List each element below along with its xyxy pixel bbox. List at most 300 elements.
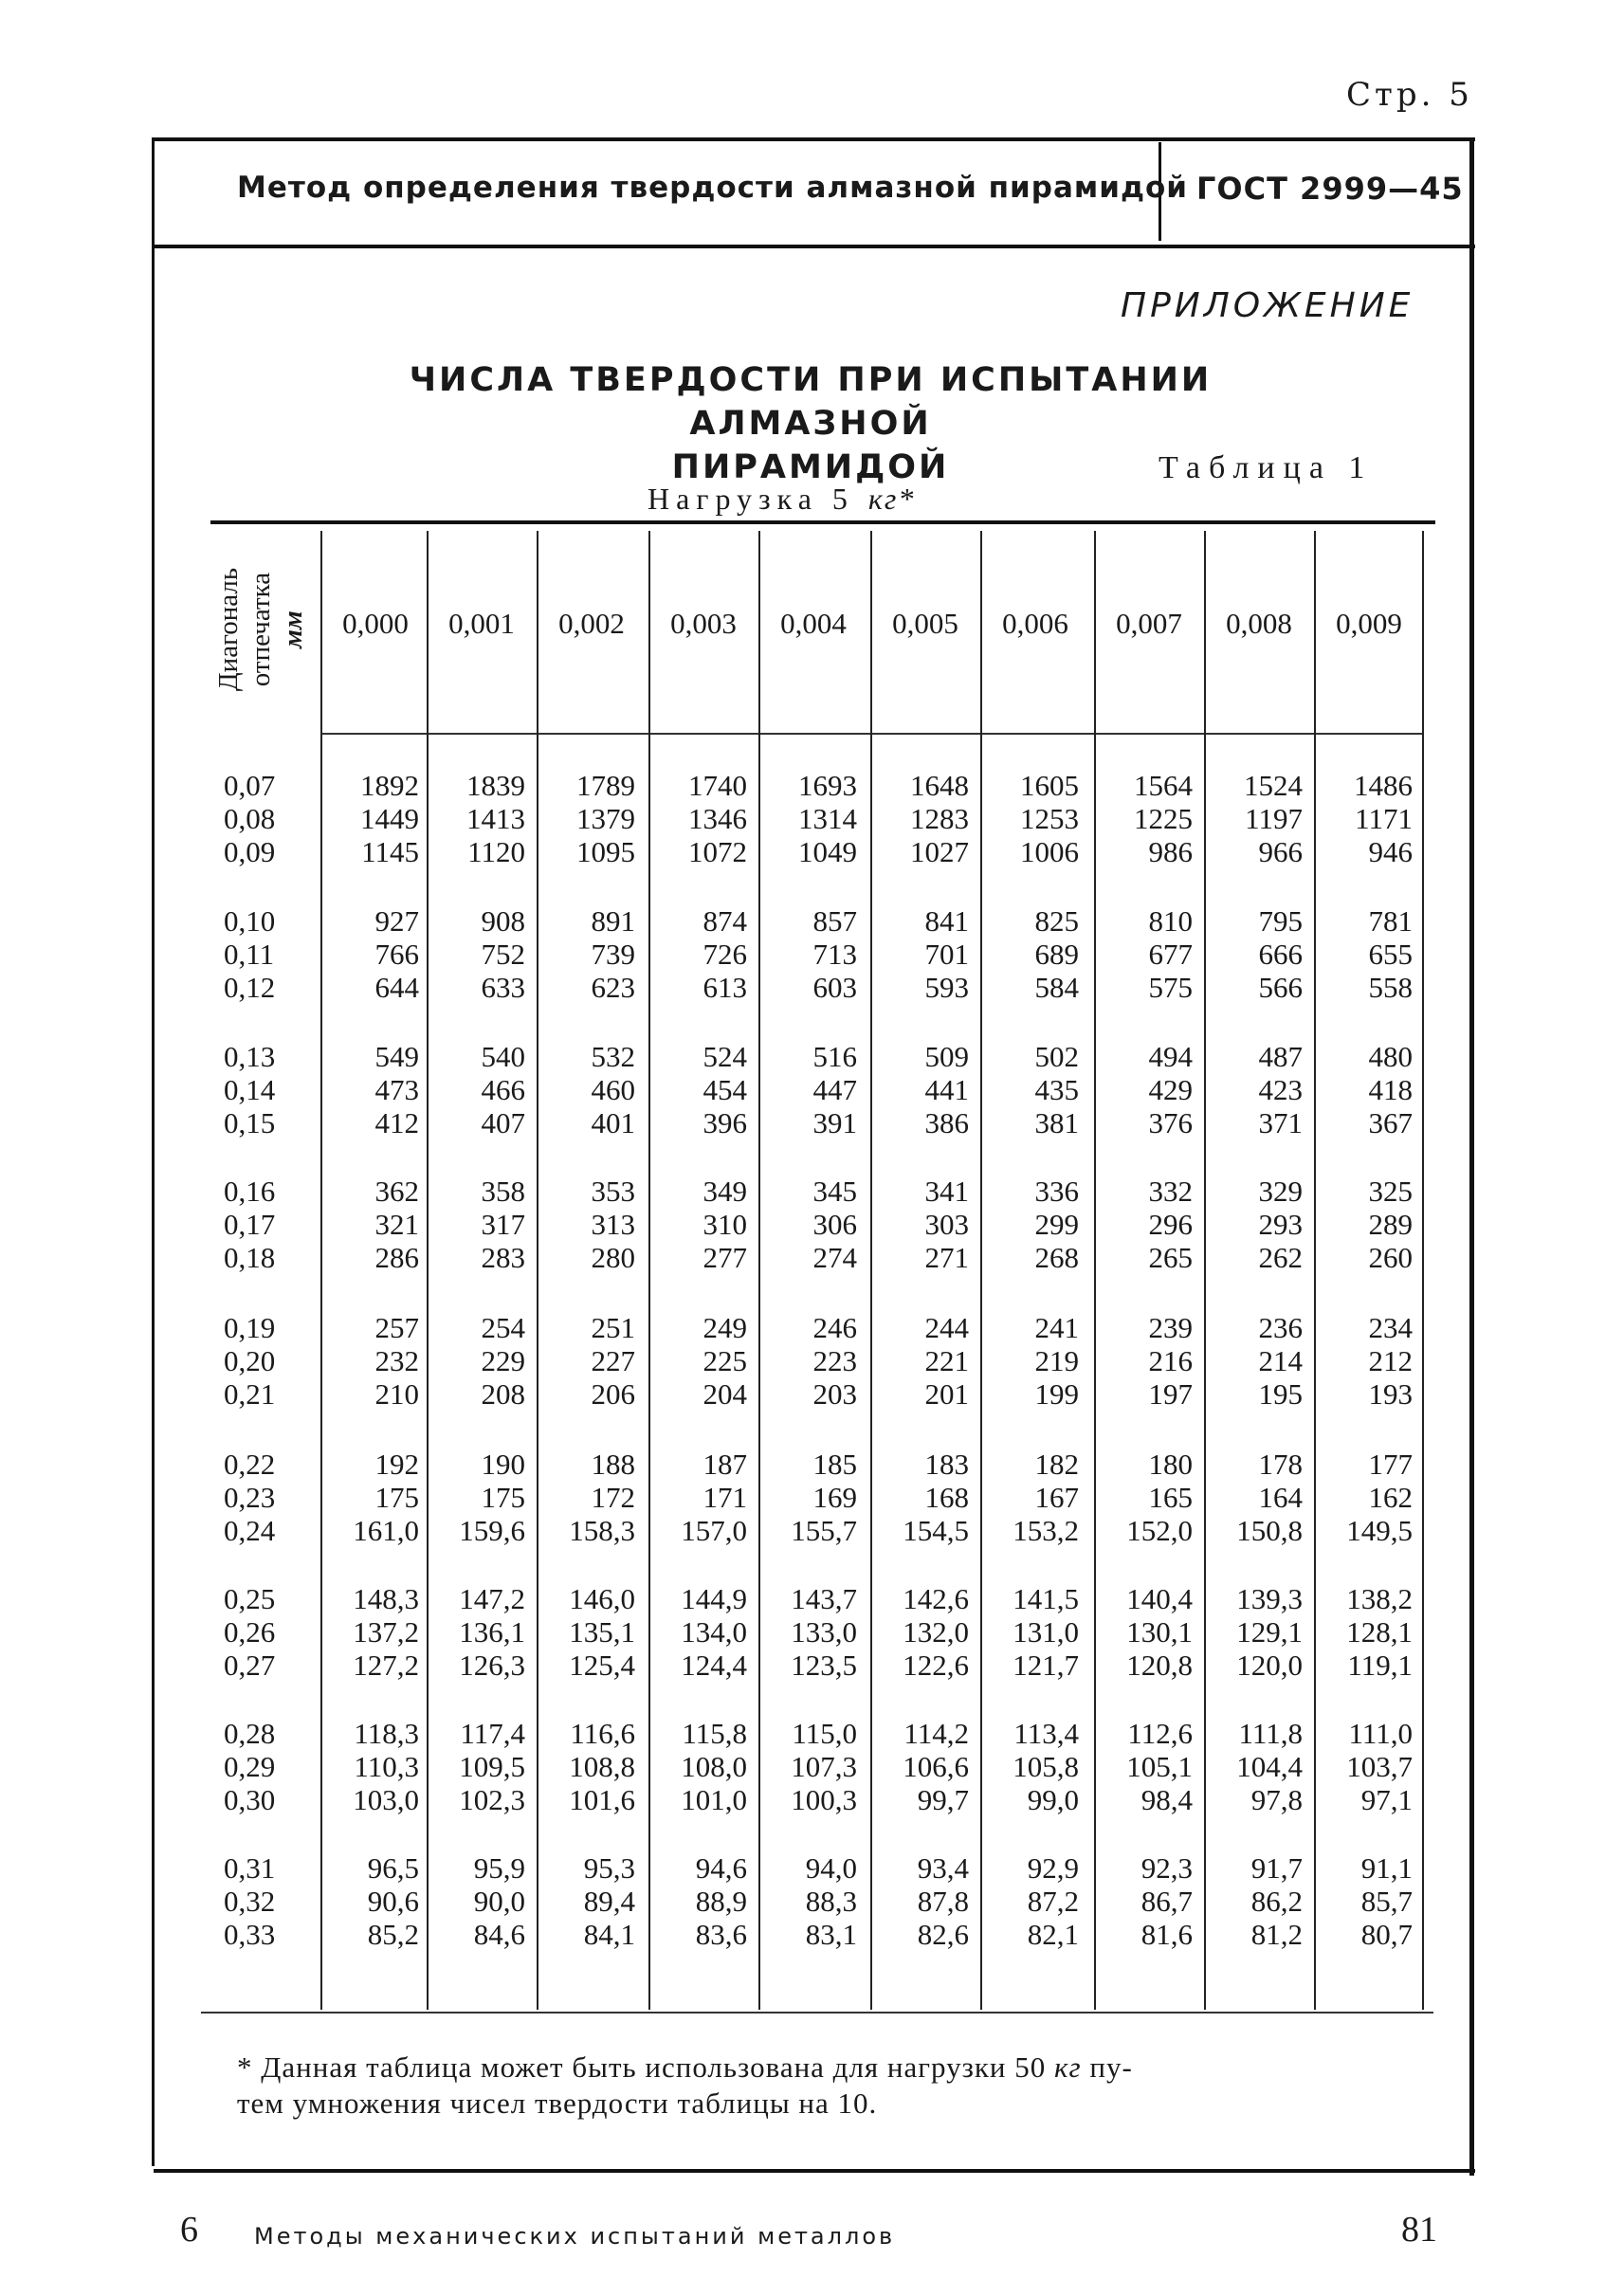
hardness-value: 122,6	[903, 1649, 969, 1682]
hardness-value: 473	[374, 1073, 419, 1106]
hardness-value: 162	[1368, 1481, 1413, 1514]
hardness-value: 183	[924, 1448, 969, 1481]
diagonal-header-line-2: отпечатка	[246, 572, 276, 687]
hardness-value: 946	[1368, 835, 1413, 868]
diagonal-value: 0,28	[224, 1717, 276, 1750]
hardness-value: 549	[374, 1040, 419, 1073]
hardness-value: 94,0	[805, 1851, 857, 1885]
hardness-value: 153,2	[1013, 1514, 1079, 1547]
hardness-value: 460	[591, 1073, 635, 1106]
column-header: 0,007	[1116, 607, 1182, 640]
hardness-value: 254	[481, 1311, 525, 1344]
hardness-value: 874	[703, 904, 747, 938]
load-prefix: Нагрузка 5	[648, 482, 854, 516]
hardness-value: 155,7	[791, 1514, 857, 1547]
hardness-value: 115,0	[792, 1717, 857, 1750]
hardness-value: 97,8	[1250, 1783, 1303, 1816]
hardness-value: 332	[1148, 1175, 1193, 1208]
hardness-value: 1253	[1020, 802, 1079, 835]
diagonal-value: 0,09	[224, 835, 276, 868]
hardness-value: 197	[1148, 1377, 1193, 1411]
table-top-rule	[210, 520, 1435, 524]
hardness-value: 271	[924, 1241, 969, 1274]
hardness-value: 766	[374, 938, 419, 971]
hardness-value: 603	[812, 971, 857, 1004]
header-bottom-rule	[154, 245, 1475, 248]
hardness-value: 257	[374, 1311, 419, 1344]
hardness-value: 154,5	[903, 1514, 969, 1547]
hardness-value: 1413	[466, 802, 525, 835]
hardness-value: 95,3	[583, 1851, 635, 1885]
hardness-value: 137,2	[353, 1615, 419, 1649]
footer-book-title: Методы механических испытаний металлов	[254, 2223, 896, 2250]
hardness-value: 524	[703, 1040, 747, 1073]
hardness-value: 143,7	[791, 1582, 857, 1615]
hardness-value: 96,5	[367, 1851, 419, 1885]
hardness-value: 201	[924, 1377, 969, 1411]
hardness-value: 133,0	[791, 1615, 857, 1649]
hardness-value: 412	[374, 1106, 419, 1139]
hardness-value: 203	[812, 1377, 857, 1411]
hardness-value: 165	[1148, 1481, 1193, 1514]
hardness-value: 161,0	[353, 1514, 419, 1547]
hardness-value: 1892	[360, 769, 419, 802]
diagonal-value: 0,19	[224, 1311, 276, 1344]
hardness-value: 317	[481, 1208, 525, 1241]
hardness-value: 193	[1368, 1377, 1413, 1411]
hardness-value: 386	[924, 1106, 969, 1139]
hardness-value: 262	[1258, 1241, 1303, 1274]
hardness-value: 623	[591, 971, 635, 1004]
hardness-value: 86,2	[1250, 1885, 1303, 1918]
hardness-value: 381	[1034, 1106, 1079, 1139]
hardness-value: 244	[924, 1311, 969, 1344]
hardness-value: 135,1	[569, 1615, 635, 1649]
hardness-value: 216	[1148, 1344, 1193, 1377]
hardness-value: 713	[812, 938, 857, 971]
hardness-value: 187	[703, 1448, 747, 1481]
footnote-unit: кг	[1054, 2050, 1082, 2084]
hardness-value: 336	[1034, 1175, 1079, 1208]
hardness-value: 110,3	[354, 1750, 419, 1783]
hardness-value: 391	[812, 1106, 857, 1139]
hardness-value: 130,1	[1126, 1615, 1193, 1649]
diagonal-value: 0,17	[224, 1208, 276, 1241]
hardness-value: 435	[1034, 1073, 1079, 1106]
hardness-value: 81,6	[1140, 1918, 1193, 1951]
hardness-value: 92,3	[1140, 1851, 1193, 1885]
hardness-value: 108,0	[681, 1750, 747, 1783]
hardness-value: 265	[1148, 1241, 1193, 1274]
hardness-value: 1197	[1245, 802, 1303, 835]
hardness-value: 87,2	[1027, 1885, 1079, 1918]
hardness-value: 182	[1034, 1448, 1079, 1481]
diagonal-value: 0,27	[224, 1649, 276, 1682]
hardness-value: 1027	[910, 835, 969, 868]
hardness-value: 229	[481, 1344, 525, 1377]
hardness-value: 190	[481, 1448, 525, 1481]
diagonal-value: 0,21	[224, 1377, 276, 1411]
hardness-value: 112,6	[1127, 1717, 1193, 1750]
hardness-value: 726	[703, 938, 747, 971]
hardness-value: 1379	[576, 802, 635, 835]
hardness-value: 441	[924, 1073, 969, 1106]
hardness-value: 219	[1034, 1344, 1079, 1377]
hardness-value: 91,7	[1250, 1851, 1303, 1885]
diagonal-value: 0,23	[224, 1481, 276, 1514]
hardness-value: 1095	[576, 835, 635, 868]
hardness-value: 88,3	[805, 1885, 857, 1918]
diagonal-value: 0,14	[224, 1073, 276, 1106]
diagonal-value: 0,22	[224, 1448, 276, 1481]
load-unit: кг*	[867, 482, 916, 516]
header-gost-number: ГОСТ 2999—45	[1196, 171, 1464, 207]
diagonal-value: 0,16	[224, 1175, 276, 1208]
hardness-value: 303	[924, 1208, 969, 1241]
hardness-value: 131,0	[1013, 1615, 1079, 1649]
diagonal-value: 0,30	[224, 1783, 276, 1816]
hardness-value: 795	[1258, 904, 1303, 938]
hardness-value: 225	[703, 1344, 747, 1377]
hardness-value: 120,8	[1126, 1649, 1193, 1682]
hardness-value: 644	[374, 971, 419, 1004]
hardness-value: 178	[1258, 1448, 1303, 1481]
hardness-value: 825	[1034, 904, 1079, 938]
diagonal-value: 0,13	[224, 1040, 276, 1073]
hardness-value: 106,6	[903, 1750, 969, 1783]
hardness-value: 150,8	[1236, 1514, 1303, 1547]
hardness-value: 157,0	[681, 1514, 747, 1547]
hardness-value: 280	[591, 1241, 635, 1274]
hardness-value: 141,5	[1013, 1582, 1079, 1615]
column-header: 0,000	[342, 607, 409, 640]
footnote-text-2: пу-	[1089, 2050, 1133, 2084]
hardness-value: 423	[1258, 1073, 1303, 1106]
hardness-value: 367	[1368, 1106, 1413, 1139]
hardness-value: 310	[703, 1208, 747, 1241]
hardness-value: 299	[1034, 1208, 1079, 1241]
hardness-value: 1145	[361, 835, 419, 868]
hardness-value: 132,0	[903, 1615, 969, 1649]
diagonal-header	[204, 531, 318, 728]
hardness-value: 593	[924, 971, 969, 1004]
diagonal-value: 0,20	[224, 1344, 276, 1377]
hardness-value: 118,3	[354, 1717, 419, 1750]
diagonal-value: 0,07	[224, 769, 276, 802]
diagonal-value: 0,18	[224, 1241, 276, 1274]
hardness-value: 1049	[798, 835, 857, 868]
hardness-value: 236	[1258, 1311, 1303, 1344]
hardness-value: 1225	[1134, 802, 1193, 835]
hardness-value: 101,0	[681, 1783, 747, 1816]
hardness-value: 283	[481, 1241, 525, 1274]
hardness-value: 147,2	[459, 1582, 525, 1615]
hardness-value: 100,3	[791, 1783, 857, 1816]
column-header: 0,006	[1002, 607, 1068, 640]
hardness-value: 371	[1258, 1106, 1303, 1139]
hardness-value: 927	[374, 904, 419, 938]
hardness-value: 103,7	[1346, 1750, 1413, 1783]
table-bottom-rule	[201, 2012, 1433, 2014]
hardness-value: 95,9	[473, 1851, 525, 1885]
hardness-value: 172	[591, 1481, 635, 1514]
footer-left-page-number: 6	[180, 2210, 198, 2250]
hardness-value: 148,3	[353, 1582, 419, 1615]
diagonal-value: 0,24	[224, 1514, 276, 1547]
hardness-value: 86,7	[1140, 1885, 1193, 1918]
diagonal-value: 0,12	[224, 971, 276, 1004]
diagonal-value: 0,32	[224, 1885, 276, 1918]
hardness-value: 127,2	[353, 1649, 419, 1682]
hardness-value: 362	[374, 1175, 419, 1208]
hardness-value: 249	[703, 1311, 747, 1344]
hardness-value: 329	[1258, 1175, 1303, 1208]
diagonal-header-unit: мм	[278, 610, 308, 648]
column-header: 0,003	[670, 607, 737, 640]
hardness-value: 268	[1034, 1241, 1079, 1274]
hardness-value: 185	[812, 1448, 857, 1481]
hardness-value: 1314	[798, 802, 857, 835]
hardness-value: 85,7	[1360, 1885, 1413, 1918]
hardness-value: 1449	[360, 802, 419, 835]
hardness-value: 566	[1258, 971, 1303, 1004]
column-header: 0,008	[1226, 607, 1292, 640]
hardness-value: 117,4	[460, 1717, 525, 1750]
hardness-value: 180	[1148, 1448, 1193, 1481]
hardness-value: 177	[1368, 1448, 1413, 1481]
hardness-value: 101,6	[569, 1783, 635, 1816]
hardness-value: 93,4	[917, 1851, 969, 1885]
table-header-rule	[322, 733, 1422, 735]
hardness-value: 841	[924, 904, 969, 938]
hardness-value: 986	[1148, 835, 1193, 868]
hardness-value: 1564	[1134, 769, 1193, 802]
hardness-value: 274	[812, 1241, 857, 1274]
hardness-value: 208	[481, 1377, 525, 1411]
hardness-value: 396	[703, 1106, 747, 1139]
hardness-value: 277	[703, 1241, 747, 1274]
hardness-value: 480	[1368, 1040, 1413, 1073]
hardness-value: 321	[374, 1208, 419, 1241]
diagonal-value: 0,26	[224, 1615, 276, 1649]
hardness-value: 111,8	[1238, 1717, 1303, 1750]
hardness-value: 1524	[1244, 769, 1303, 802]
hardness-value: 306	[812, 1208, 857, 1241]
hardness-value: 85,2	[367, 1918, 419, 1951]
hardness-value: 575	[1148, 971, 1193, 1004]
column-header: 0,002	[558, 607, 625, 640]
hardness-value: 126,3	[459, 1649, 525, 1682]
hardness-value: 633	[481, 971, 525, 1004]
hardness-value: 116,6	[570, 1717, 635, 1750]
column-header: 0,005	[892, 607, 958, 640]
hardness-value: 204	[703, 1377, 747, 1411]
hardness-value: 102,3	[459, 1783, 525, 1816]
hardness-value: 752	[481, 938, 525, 971]
hardness-value: 140,4	[1126, 1582, 1193, 1615]
hardness-value: 212	[1368, 1344, 1413, 1377]
hardness-value: 136,1	[459, 1615, 525, 1649]
hardness-value: 1346	[688, 802, 747, 835]
hardness-value: 296	[1148, 1208, 1193, 1241]
hardness-value: 214	[1258, 1344, 1303, 1377]
hardness-value: 509	[924, 1040, 969, 1073]
hardness-value: 99,0	[1027, 1783, 1079, 1816]
hardness-value: 349	[703, 1175, 747, 1208]
hardness-value: 171	[703, 1481, 747, 1514]
hardness-value: 81,2	[1250, 1918, 1303, 1951]
hardness-value: 223	[812, 1344, 857, 1377]
hardness-value: 891	[591, 904, 635, 938]
hardness-value: 120,0	[1236, 1649, 1303, 1682]
hardness-value: 152,0	[1126, 1514, 1193, 1547]
hardness-value: 251	[591, 1311, 635, 1344]
column-header: 0,004	[780, 607, 847, 640]
hardness-value: 1693	[798, 769, 857, 802]
hardness-value: 144,9	[681, 1582, 747, 1615]
diagonal-value: 0,10	[224, 904, 276, 938]
column-header: 0,001	[448, 607, 515, 640]
hardness-value: 90,0	[473, 1885, 525, 1918]
footnote-line-2: тем умножения чисел твердости таблицы на 10.	[237, 2086, 878, 2120]
hardness-value: 376	[1148, 1106, 1193, 1139]
hardness-value: 105,8	[1013, 1750, 1079, 1783]
hardness-value: 125,4	[569, 1649, 635, 1682]
hardness-value: 121,7	[1013, 1649, 1079, 1682]
hardness-value: 119,1	[1347, 1649, 1413, 1682]
hardness-value: 286	[374, 1241, 419, 1274]
footnote-line-1	[237, 2050, 1432, 2086]
hardness-value: 83,6	[695, 1918, 747, 1951]
hardness-value: 103,0	[353, 1783, 419, 1816]
hardness-value: 88,9	[695, 1885, 747, 1918]
hardness-value: 206	[591, 1377, 635, 1411]
hardness-value: 87,8	[917, 1885, 969, 1918]
header-method-title: Метод определения твердости алмазной пирамидой	[237, 171, 1189, 205]
hardness-value: 138,2	[1346, 1582, 1413, 1615]
hardness-value: 80,7	[1360, 1918, 1413, 1951]
hardness-value: 260	[1368, 1241, 1413, 1274]
diagonal-value: 0,29	[224, 1750, 276, 1783]
hardness-value: 666	[1258, 938, 1303, 971]
hardness-value: 84,6	[473, 1918, 525, 1951]
hardness-value: 84,1	[583, 1918, 635, 1951]
hardness-value: 494	[1148, 1040, 1193, 1073]
hardness-value: 1839	[466, 769, 525, 802]
hardness-value: 123,5	[791, 1649, 857, 1682]
hardness-value: 108,8	[569, 1750, 635, 1783]
hardness-value: 90,6	[367, 1885, 419, 1918]
hardness-value: 1072	[688, 835, 747, 868]
column-line	[1422, 531, 1424, 2010]
hardness-value: 1740	[688, 769, 747, 802]
hardness-value: 89,4	[583, 1885, 635, 1918]
column-header: 0,009	[1336, 607, 1402, 640]
hardness-value: 199	[1034, 1377, 1079, 1411]
hardness-value: 1120	[467, 835, 525, 868]
hardness-value: 221	[924, 1344, 969, 1377]
hardness-value: 104,4	[1236, 1750, 1303, 1783]
hardness-value: 358	[481, 1175, 525, 1208]
footnote-text-1: * Данная таблица может быть использована для нагрузки 50	[237, 2050, 1047, 2084]
hardness-value: 1789	[576, 769, 635, 802]
hardness-value: 677	[1148, 938, 1193, 971]
diagonal-header-line-1: Диагональ	[213, 567, 244, 692]
hardness-value: 97,1	[1360, 1783, 1413, 1816]
frame-left-line	[152, 137, 155, 2166]
page-number-top: Стр. 5	[1346, 76, 1473, 114]
hardness-value: 1283	[910, 802, 969, 835]
table-label: Таблица 1	[1159, 450, 1374, 485]
hardness-value: 169	[812, 1481, 857, 1514]
hardness-value: 246	[812, 1311, 857, 1344]
hardness-value: 239	[1148, 1311, 1193, 1344]
hardness-value: 94,6	[695, 1851, 747, 1885]
hardness-value: 353	[591, 1175, 635, 1208]
hardness-value: 227	[591, 1344, 635, 1377]
hardness-value: 781	[1368, 904, 1413, 938]
hardness-value: 168	[924, 1481, 969, 1514]
frame-right-line	[1469, 137, 1474, 2176]
hardness-value: 313	[591, 1208, 635, 1241]
hardness-value: 1605	[1020, 769, 1079, 802]
hardness-value: 487	[1258, 1040, 1303, 1073]
diagonal-value: 0,33	[224, 1918, 276, 1951]
hardness-value: 241	[1034, 1311, 1079, 1344]
appendix-label: ПРИЛОЖЕНИЕ	[1121, 286, 1414, 325]
hardness-value: 164	[1258, 1481, 1303, 1514]
hardness-value: 232	[374, 1344, 419, 1377]
hardness-value: 289	[1368, 1208, 1413, 1241]
hardness-value: 158,3	[569, 1514, 635, 1547]
hardness-value: 234	[1368, 1311, 1413, 1344]
hardness-value: 401	[591, 1106, 635, 1139]
hardness-value: 99,7	[917, 1783, 969, 1816]
hardness-value: 701	[924, 938, 969, 971]
hardness-value: 584	[1034, 971, 1079, 1004]
hardness-value: 502	[1034, 1040, 1079, 1073]
hardness-value: 429	[1148, 1073, 1193, 1106]
hardness-value: 146,0	[569, 1582, 635, 1615]
header-top-rule	[154, 137, 1475, 141]
hardness-value: 107,3	[791, 1750, 857, 1783]
footer-rule	[154, 2169, 1475, 2173]
hardness-value: 82,6	[917, 1918, 969, 1951]
hardness-value: 134,0	[681, 1615, 747, 1649]
hardness-value: 1648	[910, 769, 969, 802]
load-label	[648, 482, 915, 517]
hardness-value: 105,1	[1126, 1750, 1193, 1783]
hardness-value: 124,4	[681, 1649, 747, 1682]
hardness-value: 655	[1368, 938, 1413, 971]
hardness-value: 142,6	[903, 1582, 969, 1615]
hardness-value: 689	[1034, 938, 1079, 971]
hardness-value: 447	[812, 1073, 857, 1106]
diagonal-value: 0,31	[224, 1851, 276, 1885]
hardness-value: 83,1	[805, 1918, 857, 1951]
hardness-value: 210	[374, 1377, 419, 1411]
hardness-value: 1006	[1020, 835, 1079, 868]
hardness-value: 532	[591, 1040, 635, 1073]
footer-right-page-number: 81	[1401, 2210, 1437, 2250]
hardness-value: 613	[703, 971, 747, 1004]
hardness-value: 516	[812, 1040, 857, 1073]
hardness-value: 558	[1368, 971, 1413, 1004]
page-title-line-1: ЧИСЛА ТВЕРДОСТИ ПРИ ИСПЫТАНИИ АЛМАЗНОЙ	[409, 361, 1213, 443]
hardness-value: 159,6	[459, 1514, 525, 1547]
hardness-value: 466	[481, 1073, 525, 1106]
hardness-value: 418	[1368, 1073, 1413, 1106]
